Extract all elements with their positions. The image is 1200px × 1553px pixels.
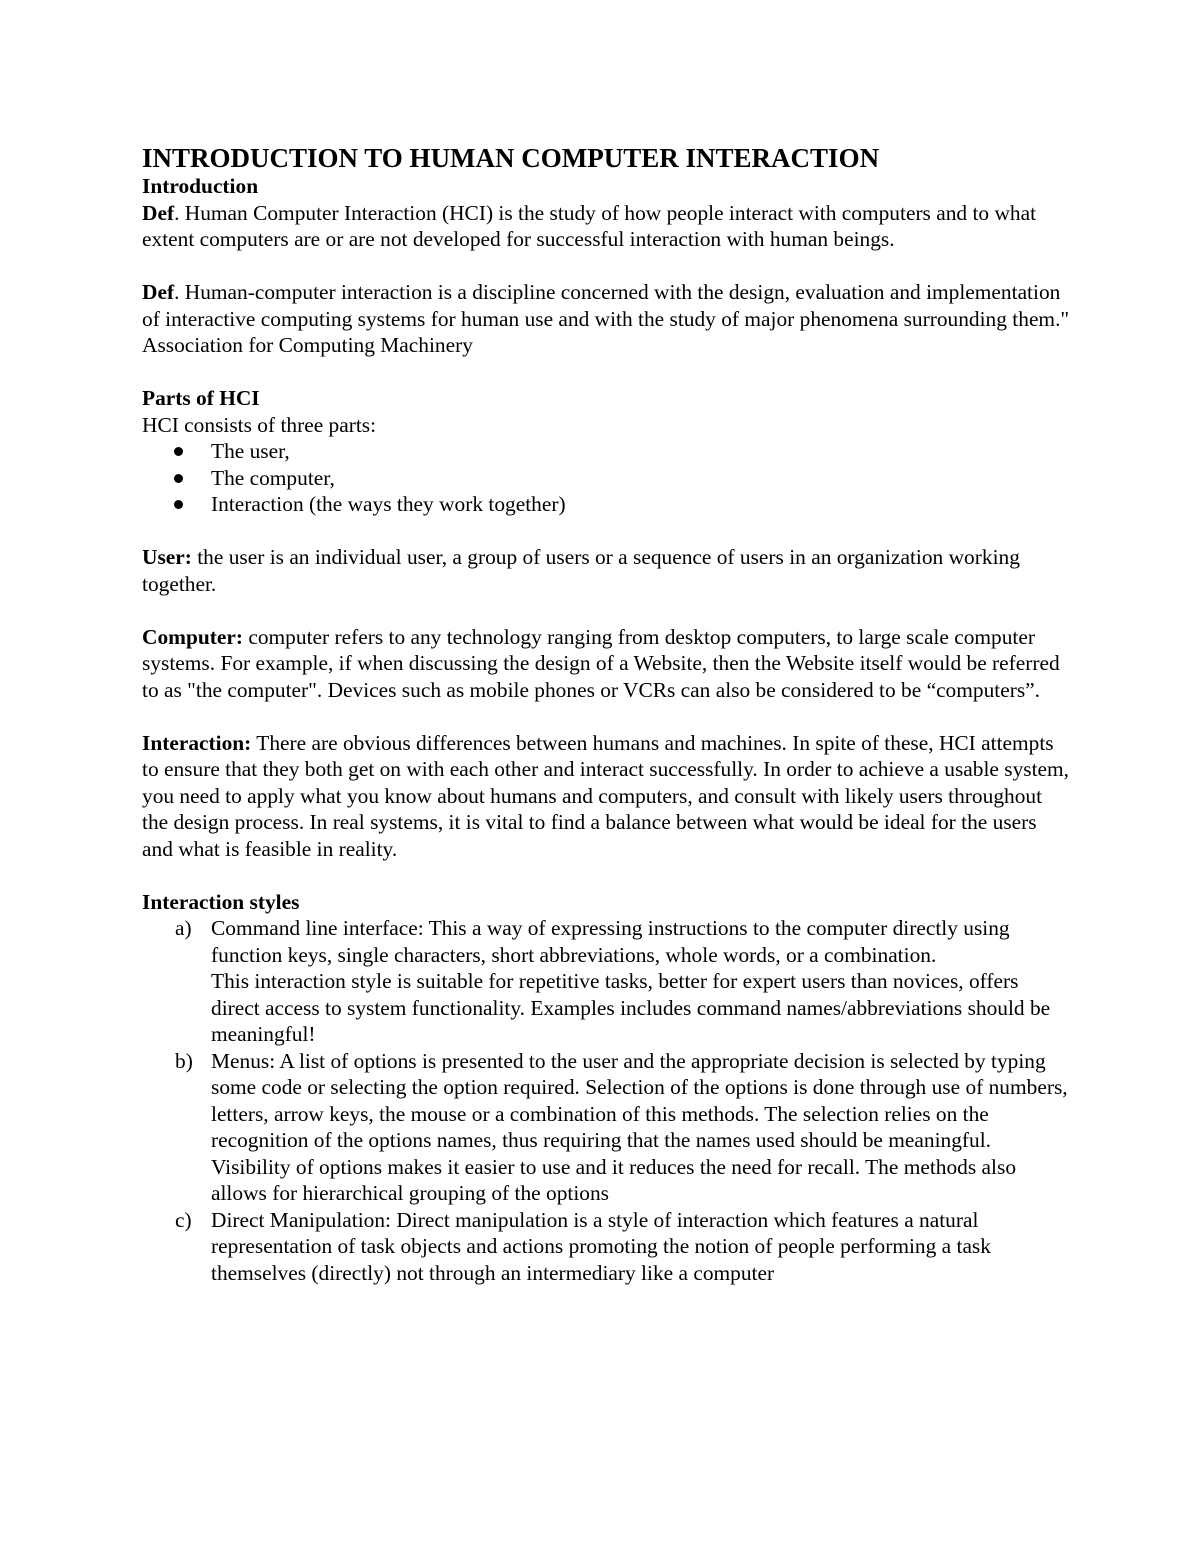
- list-item-text: Menus: A list of options is presented to the user and the appropriate decision is selected by typing some code or selecting the option required. Selection of the options is done through use of numbers, letters, arrow keys, the mouse or a combination of this methods. The selection relies on the recognition of the options names, thus requiring that the names used should be meaningful. Visibility of options makes it easier to use and it reduces the need for recall. The methods also allows for hierarchical grouping of the options: [211, 1048, 1068, 1205]
- parts-list: [142, 438, 1072, 518]
- parts-heading: Parts of HCI: [142, 386, 260, 410]
- list-item-text: Interaction (the ways they work together): [211, 492, 566, 516]
- definition-2-text: . Human-computer interaction is a discipline concerned with the design, evaluation and implementation of interactive computing systems for human use and with the study of major phenomena surrounding them." Association for Computing Machinery: [142, 280, 1070, 357]
- interaction-paragraph: [142, 730, 1072, 863]
- introduction-heading: Introduction: [142, 174, 259, 198]
- list-item-text: The user,: [211, 439, 290, 463]
- definition-1-text: . Human Computer Interaction (HCI) is the study of how people interact with computers and to what extent computers are or are not developed for successful interaction with human beings.: [142, 200, 1037, 251]
- spacer: [142, 359, 1072, 386]
- list-item-text: Command line interface: This a way of expressing instructions to the computer directly using function keys, single characters, short abbreviations, whole words, or a combination.: [211, 916, 1010, 967]
- user-label: User:: [142, 545, 192, 569]
- list-item: [142, 438, 1072, 465]
- parts-intro: HCI consists of three parts:: [142, 412, 377, 437]
- list-item-text: The computer,: [211, 465, 335, 490]
- spacer: [142, 597, 1072, 624]
- styles-heading: Interaction styles: [142, 889, 300, 914]
- spacer: [142, 253, 1072, 280]
- user-text: the user is an individual user, a group of users or a sequence of users in an organization working together.: [142, 545, 1020, 596]
- document-page: [142, 143, 1072, 1286]
- spacer: [142, 862, 1072, 889]
- computer-label: Computer:: [142, 624, 243, 649]
- list-item-text: Direct Manipulation: Direct manipulation is a style of interaction which features a natural representation of task objects and actions promoting the notion of people performing a task themselves (directly) not through an intermediary like a computer: [211, 1207, 991, 1285]
- list-marker: b): [175, 1048, 193, 1073]
- computer-paragraph: [142, 624, 1072, 704]
- bullet-icon: [174, 500, 183, 509]
- spacer: [142, 703, 1072, 730]
- spacer: [142, 518, 1072, 545]
- computer-text: computer refers to any technology ranging from desktop computers, to large scale computer systems. For example, if when discussing the design of a Website, then the Website itself would be referred to as "the computer". Devices such as mobile phones or VCRs can also be considered to be “computers”.: [142, 624, 1060, 702]
- list-item: [142, 915, 1072, 1048]
- list-item: [142, 491, 1072, 518]
- definition-2: [142, 279, 1072, 359]
- interaction-text: There are obvious differences between humans and machines. In spite of these, HCI attempts to ensure that they both get on with each other and interact successfully. In order to achieve a usable system, you need to apply what you know about humans and computers, and consult with likely users throughout the design process. In real systems, it is vital to find a balance between what would be ideal for the users and what is feasible in reality.: [142, 730, 1070, 861]
- styles-list: [142, 915, 1072, 1286]
- document-title: INTRODUCTION TO HUMAN COMPUTER INTERACTION: [142, 143, 880, 173]
- list-marker: c): [175, 1207, 192, 1232]
- bullet-icon: [174, 447, 183, 456]
- definition-1: [142, 200, 1072, 253]
- list-item: [142, 1048, 1072, 1207]
- interaction-label: Interaction:: [142, 730, 252, 755]
- bullet-icon: [174, 474, 183, 483]
- definition-2-label: Def: [142, 280, 175, 304]
- list-marker: a): [175, 916, 192, 940]
- list-item-extra: This interaction style is suitable for repetitive tasks, better for expert users than novices, offers direct access to system functionality. Examples includes command names/abbreviations should be meaningful!: [211, 969, 1051, 1046]
- definition-1-label: Def: [142, 200, 175, 225]
- user-paragraph: [142, 544, 1072, 597]
- list-item: [142, 465, 1072, 492]
- list-item: [142, 1207, 1072, 1287]
